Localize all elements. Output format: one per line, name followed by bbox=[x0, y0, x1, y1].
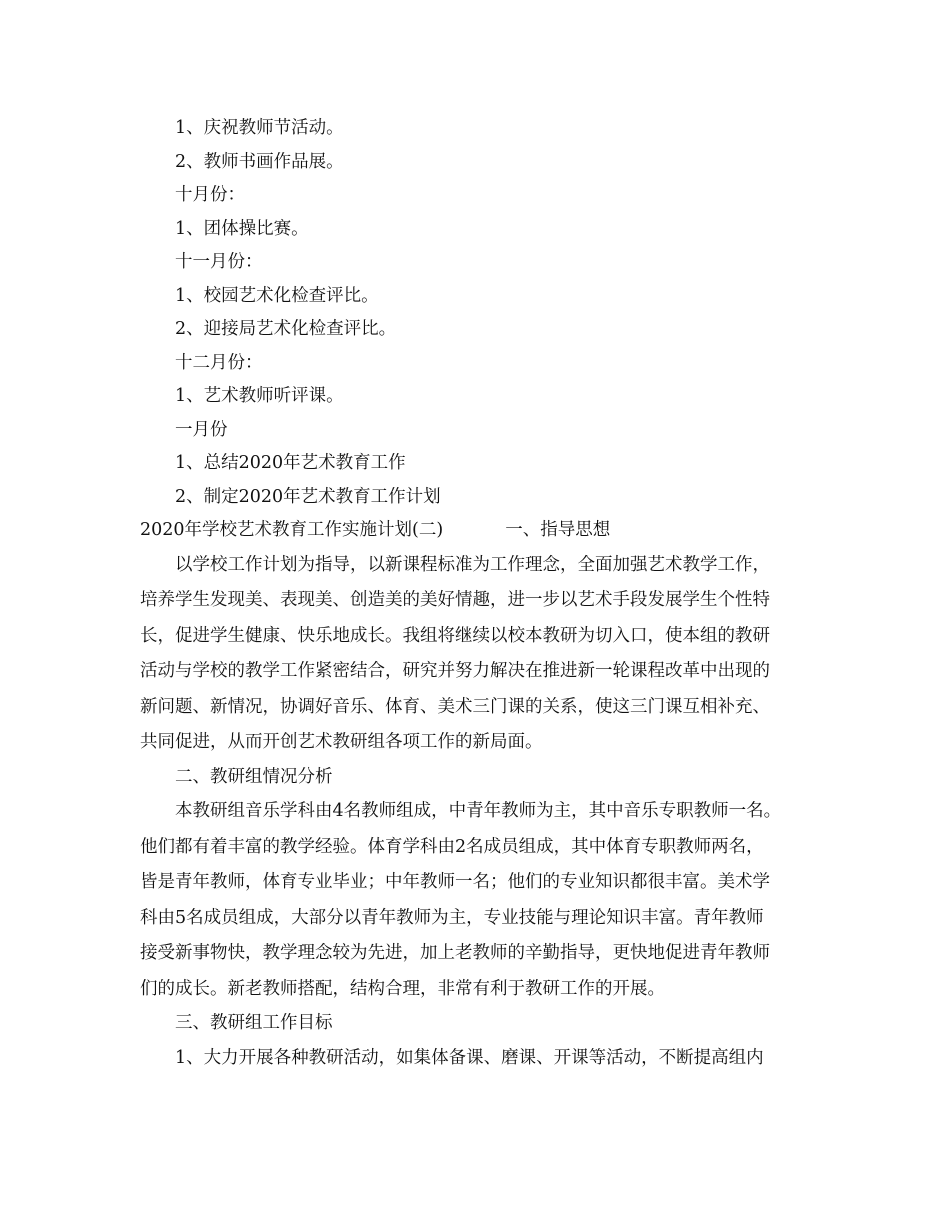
list-item: 1、庆祝教师节活动。 bbox=[175, 118, 344, 138]
section-heading-work-goals: 三、教研组工作目标 bbox=[175, 1013, 333, 1033]
paragraph-line: 1、大力开展各种教研活动，如集体备课、磨课、开课等活动，不断提高组内 bbox=[175, 1047, 764, 1068]
paragraph-line: 以学校工作计划为指导，以新课程标准为工作理念，全面加强艺术教学工作， bbox=[175, 554, 770, 575]
list-item: 2、迎接局艺术化检查评比。 bbox=[175, 319, 397, 339]
list-item: 1、团体操比赛。 bbox=[175, 218, 309, 239]
month-heading: 十一月份： bbox=[175, 252, 263, 272]
list-item: 1、总结2020年艺术教育工作 bbox=[175, 453, 406, 473]
paragraph-line: 共同促进，从而开创艺术教研组各项工作的新局面。 bbox=[140, 732, 543, 752]
paragraph-guiding-ideology bbox=[140, 548, 830, 761]
paragraph-line: 皆是青年教师，体育专业毕业；中年教师一名；他们的专业知识都很丰富。美术学 bbox=[140, 872, 770, 892]
month-heading: 一月份 bbox=[175, 419, 228, 440]
section-heading-guiding-ideology: 一、指导思想 bbox=[505, 520, 611, 540]
paragraph-line: 接受新事物快，教学理念较为先进，加上老教师的辛勤指导，更快地促进青年教师 bbox=[140, 943, 770, 963]
paragraph-work-goals bbox=[140, 1041, 830, 1077]
document-title: 2020年学校艺术教育工作实施计划(二) bbox=[140, 520, 444, 540]
list-item: 1、校园艺术化检查评比。 bbox=[175, 285, 379, 306]
paragraph-group-analysis bbox=[140, 794, 830, 1007]
list-item: 2、制定2020年艺术教育工作计划 bbox=[175, 486, 441, 507]
paragraph-line: 长，促进学生健康、快乐地成长。我组将继续以校本教研为切入口，使本组的教研 bbox=[140, 625, 770, 646]
paragraph-line: 新问题、新情况，协调好音乐、体育、美术三门课的关系，使这三门课互相补充、 bbox=[140, 696, 770, 717]
document-body bbox=[140, 112, 830, 1076]
document-title-line bbox=[140, 514, 830, 548]
month-heading: 十月份： bbox=[175, 185, 245, 205]
section-heading-group-analysis: 二、教研组情况分析 bbox=[175, 766, 333, 787]
paragraph-line: 科由5名成员组成，大部分以青年教师为主，专业技能与理论知识丰富。青年教师 bbox=[140, 907, 764, 928]
paragraph-line: 活动与学校的教学工作紧密结合，研究并努力解决在推进新一轮课程改革中出现的 bbox=[140, 661, 770, 681]
paragraph-line: 他们都有着丰富的教学经验。体育学科由2名成员组成，其中体育专职教师两名， bbox=[140, 836, 764, 857]
list-item: 1、艺术教师听评课。 bbox=[175, 386, 344, 406]
monthly-schedule-list bbox=[140, 112, 830, 514]
list-item: 2、教师书画作品展。 bbox=[175, 151, 344, 172]
paragraph-line: 本教研组音乐学科由4名教师组成，中青年教师为主，其中音乐专职教师一名。 bbox=[175, 801, 782, 821]
paragraph-line: 培养学生发现美、表现美、创造美的美好情趣，进一步以艺术手段发展学生个性特 bbox=[140, 590, 770, 610]
paragraph-line: 们的成长。新老教师搭配，结构合理，非常有利于教研工作的开展。 bbox=[140, 978, 665, 999]
month-heading: 十二月份： bbox=[175, 352, 263, 373]
